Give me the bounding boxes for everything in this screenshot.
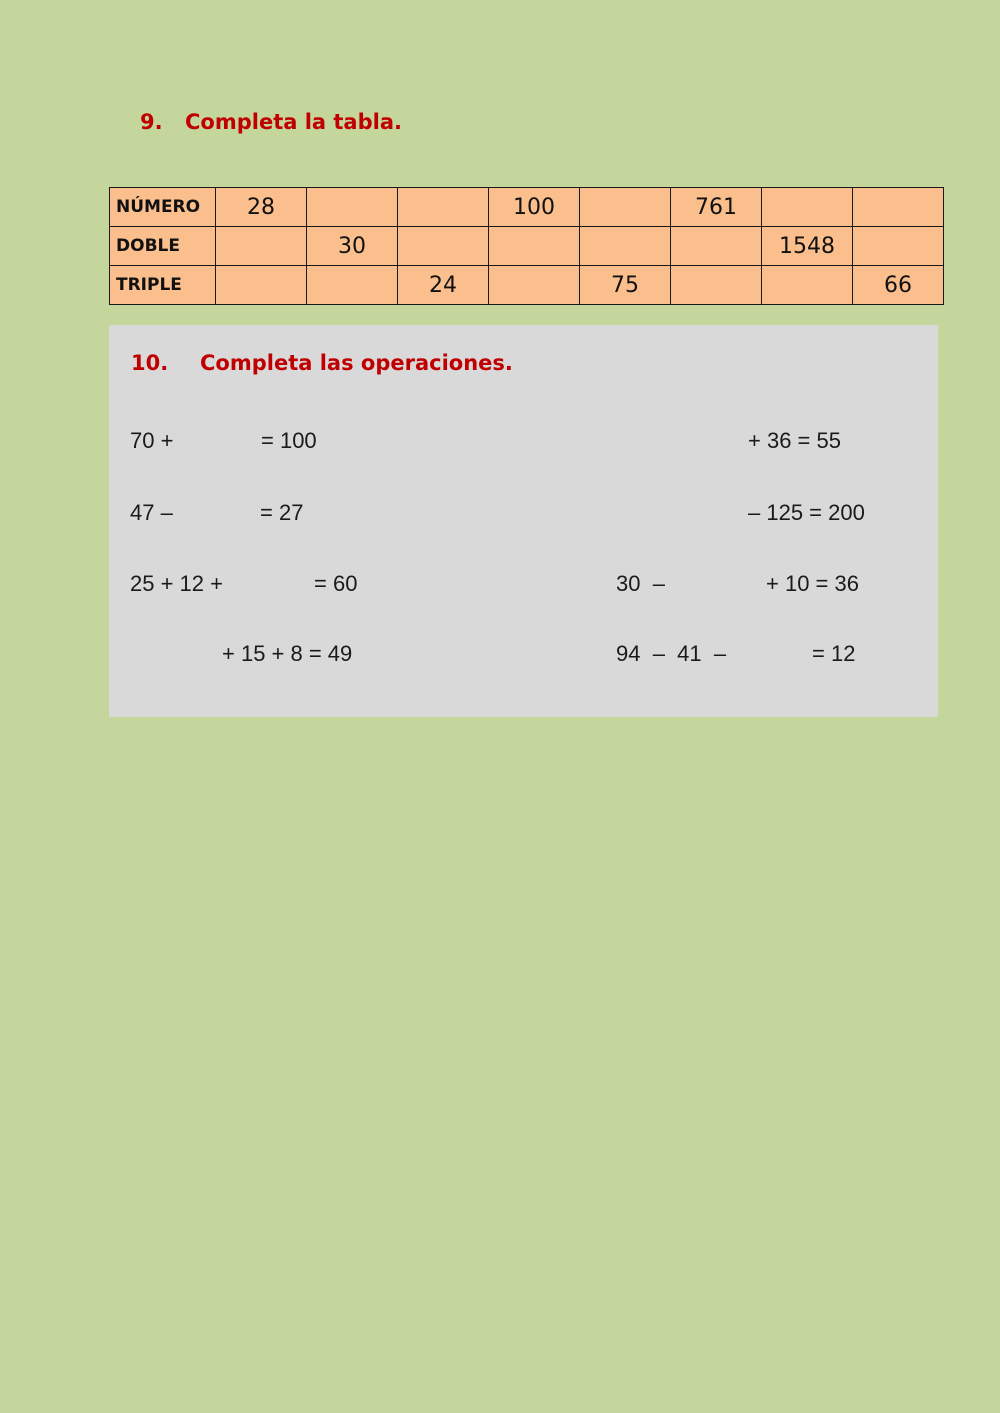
table-cell-input[interactable] (398, 188, 489, 227)
table-cell-input[interactable] (398, 227, 489, 266)
table-cell: 75 (580, 266, 671, 305)
exercise-9-title: Completa la tabla. (185, 110, 402, 134)
table-cell: 761 (671, 188, 762, 227)
operation-3-left: 47 – (130, 500, 173, 525)
operation-1-right: = 100 (261, 428, 317, 453)
table-cell: 24 (398, 266, 489, 305)
table-cell: 30 (307, 227, 398, 266)
operation-8-left: 94 – 41 – (616, 641, 727, 666)
table-cell-input[interactable] (489, 227, 580, 266)
table-cell: 1548 (762, 227, 853, 266)
table-cell-input[interactable] (671, 227, 762, 266)
operation-5-left: 25 + 12 + (130, 571, 223, 596)
table-cell-input[interactable] (853, 188, 944, 227)
table-cell-input[interactable] (216, 266, 307, 305)
operation-6-left: 30 – (616, 571, 665, 596)
operation-5-right: = 60 (314, 571, 358, 596)
table-row-numero (110, 188, 944, 227)
row-label: TRIPLE (110, 266, 216, 305)
row-label: NÚMERO (110, 188, 216, 227)
table-row-doble (110, 227, 944, 266)
table-row-triple (110, 266, 944, 305)
operation-2: + 36 = 55 (748, 428, 841, 453)
exercise-9-heading (140, 110, 402, 134)
operation-6-right: + 10 = 36 (766, 571, 859, 596)
table-cell-input[interactable] (489, 266, 580, 305)
table-cell-input[interactable] (580, 188, 671, 227)
table-cell-input[interactable] (216, 227, 307, 266)
exercise-10-panel (109, 325, 938, 717)
table-cell: 100 (489, 188, 580, 227)
table-cell-input[interactable] (671, 266, 762, 305)
number-table (109, 187, 944, 305)
table-cell-input[interactable] (762, 188, 853, 227)
row-label: DOBLE (110, 227, 216, 266)
table-cell-input[interactable] (307, 266, 398, 305)
table-cell: 66 (853, 266, 944, 305)
table-cell-input[interactable] (853, 227, 944, 266)
table-cell: 28 (216, 188, 307, 227)
table-cell-input[interactable] (580, 227, 671, 266)
table-cell-input[interactable] (307, 188, 398, 227)
exercise-9-number: 9. (140, 110, 163, 134)
operation-4: – 125 = 200 (748, 500, 865, 525)
exercise-10-title: Completa las operaciones. (200, 351, 513, 375)
table-cell-input[interactable] (762, 266, 853, 305)
operation-8-right: = 12 (812, 641, 856, 666)
operation-3-right: = 27 (260, 500, 304, 525)
exercise-10-number: 10. (131, 351, 169, 375)
exercise-10-heading (131, 351, 513, 375)
operation-7: + 15 + 8 = 49 (222, 641, 353, 666)
operation-1-left: 70 + (130, 428, 174, 453)
